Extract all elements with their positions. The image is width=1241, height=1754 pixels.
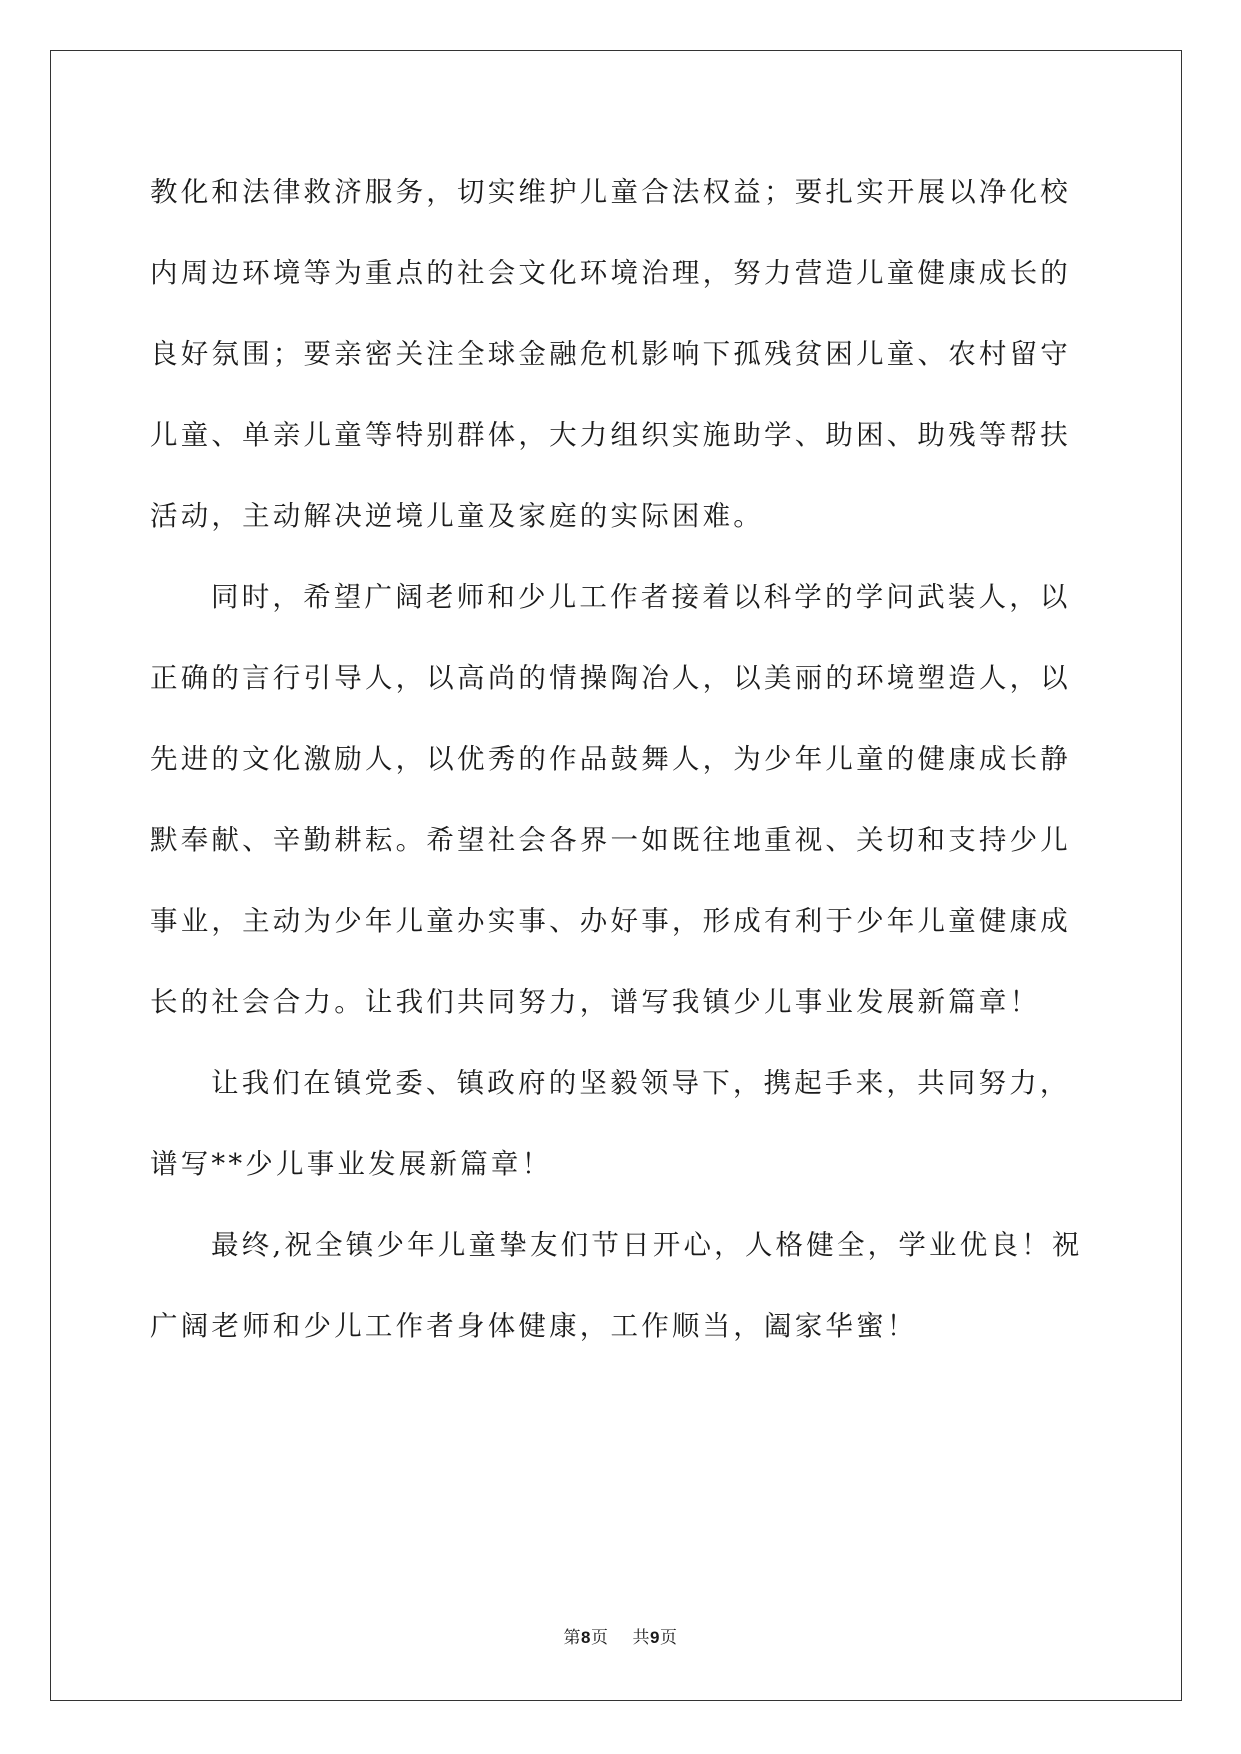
paragraph-1: 教化和法律救济服务，切实维护儿童合法权益；要扎实开展以净化校内周边环境等为重点的社会文化环境治理，努力营造儿童健康成长的良好氛围；要亲密关注全球金融危机影响下孤残贫困儿童、农村留守儿童、单亲儿童等特别群体，大力组织实施助学、助困、助残等帮扶活动，主动解决逆境儿童及家庭的实际困难。 <box>150 176 1071 532</box>
paragraph-2: 同时，希望广阔老师和少儿工作者接着以科学的学问武装人，以正确的言行引导人，以高尚的情操陶冶人，以美丽的环境塑造人，以先进的文化激励人，以优秀的作品鼓舞人，为少年儿童的健康成长静默奉献、辛勤耕耘。希望社会各界一如既往地重视、关切和支持少儿事业，主动为少年儿童办实事、办好事，形成有利于少年儿童健康成长的社会合力。让我们共同努力，谱写我镇少儿事业发展新篇章！ <box>150 581 1071 1018</box>
total-prefix: 共 <box>632 1628 650 1648</box>
page-suffix: 页 <box>591 1628 609 1648</box>
document-body <box>150 152 1090 1367</box>
page-number: 8 <box>581 1628 591 1647</box>
paragraph-4: 最终,祝全镇少年儿童挚友们节日开心，人格健全，学业优良！祝广阔老师和少儿工作者身体健康，工作顺当，阖家华蜜！ <box>150 1229 1083 1342</box>
paragraph-3: 让我们在镇党委、镇政府的坚毅领导下，携起手来，共同努力，谱写**少儿事业发展新篇章！ <box>150 1067 1071 1180</box>
page-prefix: 第 <box>563 1628 582 1648</box>
page-footer <box>0 1623 1241 1648</box>
total-suffix: 页 <box>659 1628 678 1648</box>
total-pages: 9 <box>650 1628 660 1647</box>
